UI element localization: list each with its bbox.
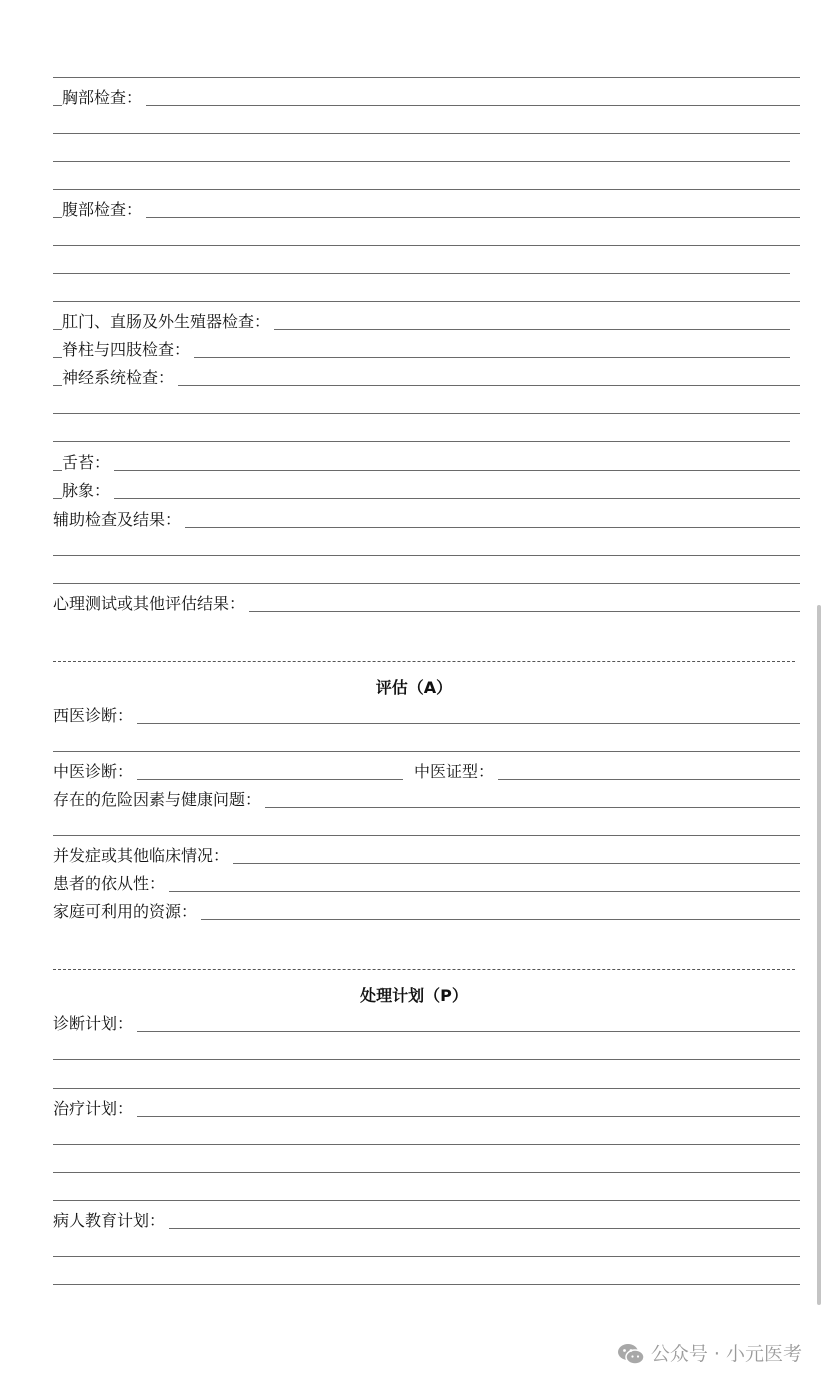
education-plan-label: 病人教育计划： <box>53 1211 169 1231</box>
abdomen-exam-line[interactable] <box>53 245 800 246</box>
treatment-plan-label: 治疗计划： <box>53 1099 137 1119</box>
diagnosis-plan-line[interactable] <box>53 1088 800 1089</box>
abdomen-exam-line[interactable] <box>53 301 800 302</box>
neuro-exam-line[interactable] <box>53 413 800 414</box>
pulse-line[interactable] <box>53 498 800 499</box>
section-divider <box>53 661 795 662</box>
chest-exam-line[interactable] <box>53 105 800 106</box>
abdomen-exam-label: 腹部检查： <box>62 200 146 220</box>
chest-exam-label: 胸部检查： <box>62 88 146 108</box>
spine-exam-label: 脊柱与四肢检查： <box>62 340 194 360</box>
chest-exam-line[interactable] <box>53 189 800 190</box>
treatment-plan-line[interactable] <box>53 1144 800 1145</box>
western-dx-line[interactable] <box>53 723 800 724</box>
anus-exam-label: 肛门、直肠及外生殖器检查： <box>62 312 274 332</box>
scrollbar[interactable] <box>817 605 821 1305</box>
risk-factor-label: 存在的危险因素与健康问题： <box>53 790 265 810</box>
psych-result-label: 心理测试或其他评估结果： <box>53 594 249 614</box>
diagnosis-plan-label: 诊断计划： <box>53 1014 137 1034</box>
chest-exam-line[interactable] <box>53 161 790 162</box>
treatment-plan-line[interactable] <box>53 1116 800 1117</box>
neuro-exam-label: 神经系统检查： <box>62 368 178 388</box>
western-dx-line[interactable] <box>53 751 800 752</box>
education-plan-line[interactable] <box>53 1256 800 1257</box>
neuro-exam-line[interactable] <box>53 441 790 442</box>
tongue-line[interactable] <box>53 470 800 471</box>
tongue-label: 舌苔： <box>62 453 114 473</box>
education-plan-line[interactable] <box>53 1284 800 1285</box>
aux-exam-line[interactable] <box>53 555 800 556</box>
chest-exam-line[interactable] <box>53 133 800 134</box>
treatment-plan-line[interactable] <box>53 1200 800 1201</box>
abdomen-exam-line[interactable] <box>53 217 800 218</box>
watermark <box>617 1341 802 1367</box>
complication-label: 并发症或其他临床情况： <box>53 846 233 866</box>
diagnosis-plan-line[interactable] <box>53 1059 800 1060</box>
risk-line[interactable] <box>53 835 800 836</box>
watermark-text: 公众号 · 小元医考 <box>650 1343 802 1365</box>
section-divider <box>53 969 795 970</box>
plan-heading: 处理计划（P） <box>360 986 468 1005</box>
wechat-icon <box>617 1342 645 1366</box>
diagnosis-plan-line[interactable] <box>53 1031 800 1032</box>
aux-exam-label: 辅助检查及结果： <box>53 510 185 530</box>
aux-exam-line[interactable] <box>53 583 800 584</box>
family-resource-label: 家庭可利用的资源： <box>53 902 201 922</box>
abdomen-exam-line[interactable] <box>53 273 790 274</box>
treatment-plan-line[interactable] <box>53 1172 800 1173</box>
tcm-dx-label: 中医诊断： <box>53 762 137 782</box>
compliance-label: 患者的依从性： <box>53 874 169 894</box>
rule-line <box>53 77 800 78</box>
western-dx-label: 西医诊断： <box>53 706 137 726</box>
tcm-syndrome-label: 中医证型： <box>410 762 498 782</box>
pulse-label: 脉象： <box>62 481 114 501</box>
assessment-heading: 评估（A） <box>375 678 453 697</box>
